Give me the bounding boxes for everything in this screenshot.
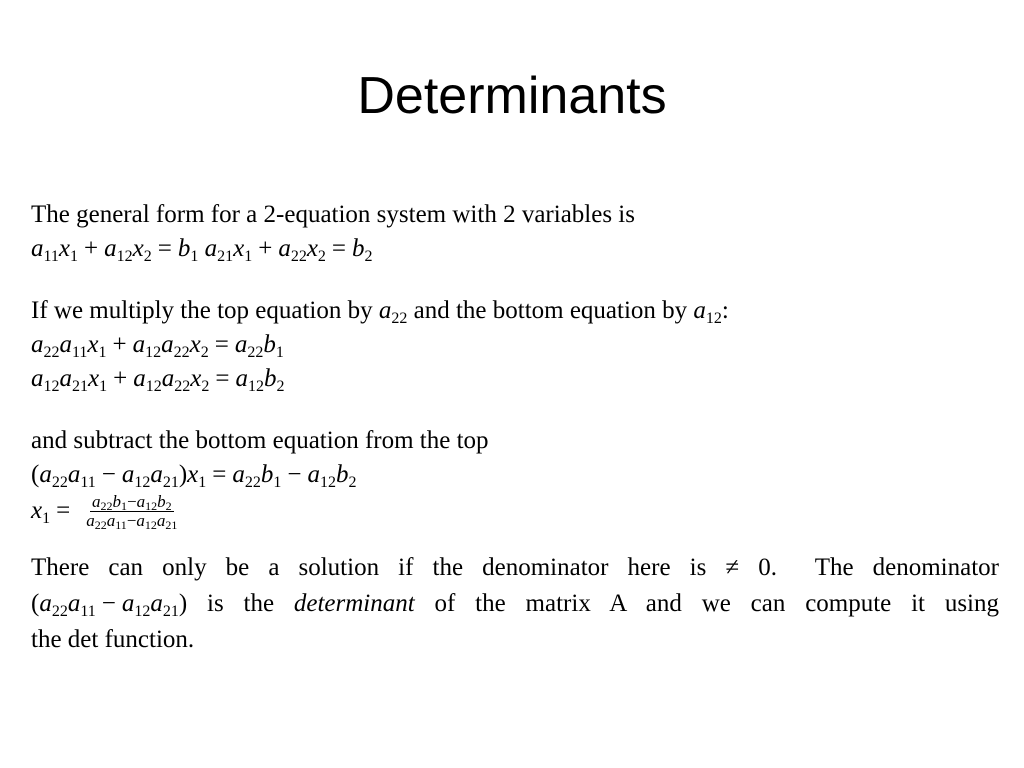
multiply-instruction: If we multiply the top equation by $a_{22}$ and the bottom equation by $a_{12}$: [31, 297, 729, 327]
multiply-text-3: : [721, 297, 729, 324]
conclusion-line-1: There can only be a solution if the denominator here is ≠ 0. The denominator [31, 554, 999, 581]
multiply-text-1: If we multiply the top equation by [31, 297, 373, 324]
subtract-instruction: and subtract the bottom equation from the top [31, 427, 489, 454]
solution-fraction [84, 491, 179, 532]
slide-body [31, 198, 1003, 658]
fraction-numerator: $a_{22}b_1-a_{12}b_2$ [92, 491, 172, 513]
multiply-text-2: and the bottom equation by [413, 297, 688, 324]
slide-title: Determinants [357, 67, 667, 125]
subtracted-equation: $(a_{22}a_{11} - a_{12}a_{21})x_1 = a_{22}b_1 - a_{12}b_2$ [31, 461, 357, 491]
multiplied-equation-bottom: $a_{12}a_{21}x_1 + a_{12}a_{22}x_2 = a_{12}b_2$ [31, 365, 285, 395]
conclusion-paragraph [31, 550, 999, 658]
determinant-term: determinant [293, 590, 415, 617]
conclusion-line-3: the det function. [31, 626, 195, 653]
conclusion-line-2: $(a_{22}a_{11} - a_{12}a_{21})$ is the determinant of the matrix A and we can compute it using [31, 590, 999, 620]
general-form-equations: $a_{11}x_1 + a_{12}x_2 = b_1$ $a_{21}x_1 + a_{22}x_2 = b_2$ [31, 235, 373, 265]
x1-solution: $x_1$ = $\frac{a_{22}b_1-a_{12}b_2}{a_{22}a_{11}-a_{12}a_{21}}$ [31, 491, 178, 532]
fraction-denominator: $a_{22}a_{11}-a_{12}a_{21}$ [86, 510, 178, 532]
intro-text: The general form for a 2-equation system with 2 variables is [31, 201, 635, 228]
multiplied-equation-top: $a_{22}a_{11}x_1 + a_{12}a_{22}x_2 = a_{22}b_1$ [31, 331, 284, 361]
